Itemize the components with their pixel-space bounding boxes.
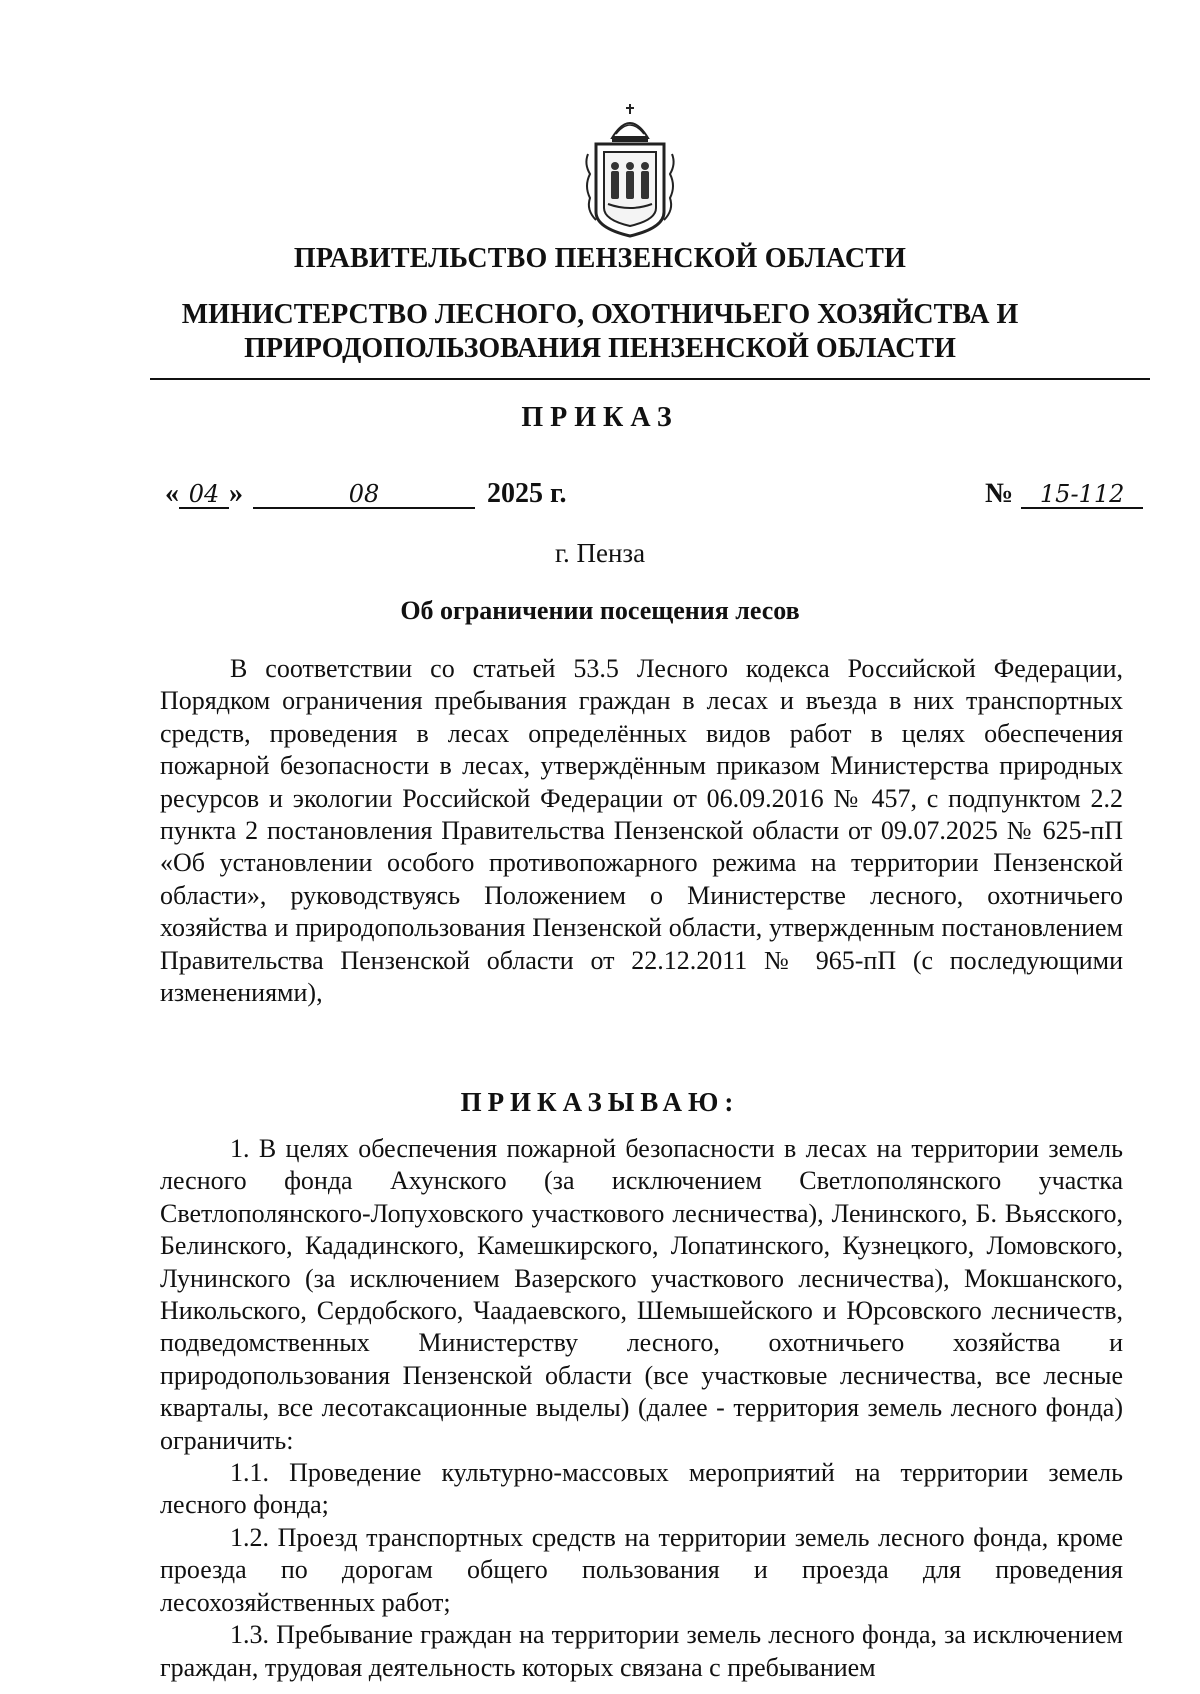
ministry-title-line-1: МИНИСТЕРСТВО ЛЕСНОГО, ОХОТНИЧЬЕГО ХОЗЯЙСТВА И: [181, 299, 1019, 330]
item-1-2: 1.2. Проезд транспортных средств на территории земель лесного фонда, кроме проезда по дорогам общего пользования и проезда для проведения лесохозяйственных работ;: [160, 1522, 1123, 1617]
government-title: ПРАВИТЕЛЬСТВО ПЕНЗЕНСКОЙ ОБЛАСТИ: [293, 243, 907, 274]
number-label: №: [985, 478, 1014, 509]
item-1: 1. В целях обеспечения пожарной безопасности в лесах на территории земель лесного фонда Ахунского (за исключением Светлополянского участка Светлополянского-Лопуховского участкового лесничества), Ленинского, Б. Вьясского, Белинского, Кададинского, Камешкирского, Лопатинского, Кузнецкого, Ломовского, Лунинского (за исключением Вазерского участкового лесничества), Мокшанского, Никольского, Сердобского, Чаадаевского, Шемышейского и Юрсовского лесничеств, подведомственных Министерству лесного, охотничьего хозяйства и природопользования Пензенской области (все участковые лесничества, все лесные кварталы, все лесотаксационные выделы) (далее - территория земель лесного фонда) ограничить:: [160, 1134, 1123, 1455]
date-open-quote: «: [165, 478, 179, 509]
ministry-title: [0, 298, 1200, 366]
order-number: [985, 478, 1143, 510]
directive-heading: ПРИКАЗЫВАЮ:: [460, 1087, 740, 1117]
order-title: ПРИКАЗ: [521, 402, 679, 433]
order-items: [160, 1133, 1123, 1684]
date-close-quote: »: [229, 478, 243, 509]
date-month: 08: [253, 481, 475, 509]
preamble-paragraph: В соответствии со статьей 53.5 Лесного кодекса Российской Федерации, Порядком ограничения пребывания граждан в лесах и въезда в них транспортных средств, проведения в лесах определённых видов работ в целях обеспечения пожарной безопасности в лесах, утверждённым приказом Министерства природных ресурсов и экологии Российской Федерации от 06.09.2016 № 457, с подпунктом 2.2 пункта 2 постановления Правительства Пензенской области от 09.07.2025 № 625-пП «Об установлении особого противопожарного режима на территории Пензенской области», руководствуясь Положением о Министерстве лесного, охотничьего хозяйства и природопользования Пензенской области, утвержденным постановлением Правительства Пензенской области от 22.12.2011 № 965-пП (с последующими изменениями),: [160, 654, 1123, 1008]
item-1-3: 1.3. Пребывание граждан на территории земель лесного фонда, за исключением граждан, трудовая деятельность которых связана с пребыванием: [160, 1620, 1123, 1682]
order-date: [165, 478, 567, 510]
coat-of-arms-icon: [582, 104, 678, 238]
date-year: 2025 г.: [487, 478, 567, 509]
header-divider: [150, 378, 1150, 380]
item-1-1: 1.1. Проведение культурно-массовых мероприятий на территории земель лесного фонда;: [160, 1458, 1123, 1520]
order-subject: Об ограничении посещения лесов: [400, 596, 800, 625]
preamble-section: [160, 653, 1123, 1009]
ministry-title-line-2: ПРИРОДОПОЛЬЗОВАНИЯ ПЕНЗЕНСКОЙ ОБЛАСТИ: [244, 333, 956, 364]
number-value: 15-112: [1021, 481, 1143, 509]
city-line: г. Пенза: [554, 538, 646, 568]
date-day: 04: [179, 481, 229, 509]
